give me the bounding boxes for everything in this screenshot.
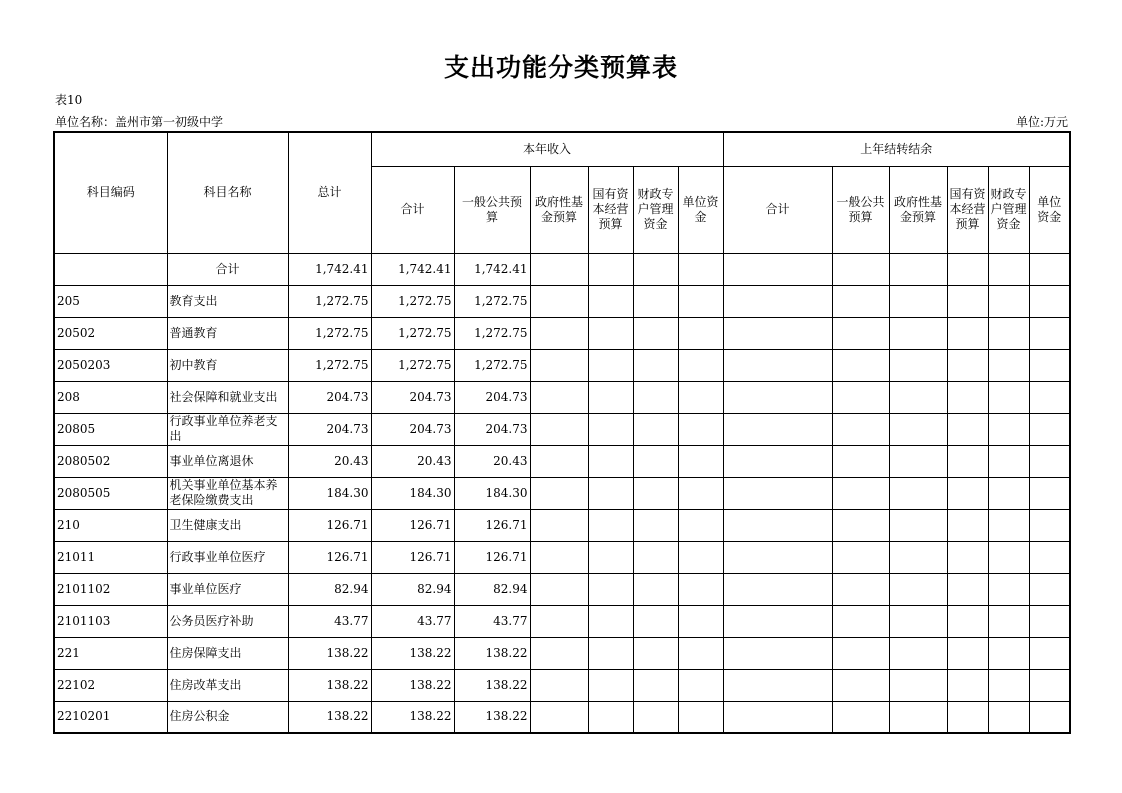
row-cy-unit bbox=[678, 669, 723, 701]
row-py-unit bbox=[1029, 509, 1070, 541]
row-code: 21011 bbox=[54, 541, 167, 573]
row-py-gov-fund bbox=[889, 573, 947, 605]
row-cy-special bbox=[633, 317, 678, 349]
row-code: 2101103 bbox=[54, 605, 167, 637]
row-code: 2080505 bbox=[54, 477, 167, 509]
table-row bbox=[54, 573, 1070, 605]
row-cy-gov-fund bbox=[530, 605, 588, 637]
row-cy-general: 138.22 bbox=[454, 669, 530, 701]
row-py-state-capital bbox=[947, 509, 988, 541]
row-cy-general: 20.43 bbox=[454, 445, 530, 477]
row-py-unit bbox=[1029, 253, 1070, 285]
row-cy-state-capital bbox=[588, 477, 633, 509]
row-code: 2101102 bbox=[54, 573, 167, 605]
row-py-general bbox=[832, 413, 889, 445]
row-cy-special bbox=[633, 509, 678, 541]
row-py-gov-fund bbox=[889, 381, 947, 413]
row-py-general bbox=[832, 253, 889, 285]
row-py-state-capital bbox=[947, 253, 988, 285]
row-py-gov-fund bbox=[889, 285, 947, 317]
row-py-gov-fund bbox=[889, 541, 947, 573]
row-cy-state-capital bbox=[588, 509, 633, 541]
row-py-special bbox=[988, 317, 1029, 349]
row-cy-general: 1,272.75 bbox=[454, 285, 530, 317]
header-code: 科目编码 bbox=[54, 132, 167, 253]
row-py-state-capital bbox=[947, 317, 988, 349]
row-name: 事业单位医疗 bbox=[167, 573, 288, 605]
row-cy-unit bbox=[678, 605, 723, 637]
row-cy-total: 1,742.41 bbox=[371, 253, 454, 285]
row-py-unit bbox=[1029, 541, 1070, 573]
budget-table bbox=[53, 131, 1071, 734]
row-py-total bbox=[723, 637, 832, 669]
row-cy-total: 184.30 bbox=[371, 477, 454, 509]
row-py-gov-fund bbox=[889, 637, 947, 669]
row-cy-gov-fund bbox=[530, 669, 588, 701]
row-cy-state-capital bbox=[588, 541, 633, 573]
row-total: 82.94 bbox=[288, 573, 371, 605]
row-py-unit bbox=[1029, 605, 1070, 637]
row-cy-state-capital bbox=[588, 381, 633, 413]
row-total: 184.30 bbox=[288, 477, 371, 509]
row-total: 126.71 bbox=[288, 509, 371, 541]
row-code: 20805 bbox=[54, 413, 167, 445]
table-row bbox=[54, 669, 1070, 701]
row-cy-gov-fund bbox=[530, 317, 588, 349]
row-cy-gov-fund bbox=[530, 381, 588, 413]
row-py-gov-fund bbox=[889, 509, 947, 541]
row-cy-total: 1,272.75 bbox=[371, 317, 454, 349]
row-code: 2080502 bbox=[54, 445, 167, 477]
row-code: 2210201 bbox=[54, 701, 167, 733]
row-cy-state-capital bbox=[588, 669, 633, 701]
table-row bbox=[54, 637, 1070, 669]
row-py-general bbox=[832, 445, 889, 477]
row-py-unit bbox=[1029, 573, 1070, 605]
row-py-unit bbox=[1029, 477, 1070, 509]
row-py-unit bbox=[1029, 381, 1070, 413]
header-name: 科目名称 bbox=[167, 132, 288, 253]
header-py-state-capital: 国有资本经营预算 bbox=[947, 166, 988, 253]
row-cy-total: 1,272.75 bbox=[371, 285, 454, 317]
row-cy-general: 204.73 bbox=[454, 381, 530, 413]
table-row bbox=[54, 349, 1070, 381]
row-py-special bbox=[988, 573, 1029, 605]
row-cy-special bbox=[633, 285, 678, 317]
row-py-total bbox=[723, 541, 832, 573]
row-total: 204.73 bbox=[288, 381, 371, 413]
table-number: 表10 bbox=[55, 93, 83, 107]
row-py-state-capital bbox=[947, 413, 988, 445]
row-cy-total: 126.71 bbox=[371, 509, 454, 541]
row-cy-general: 1,742.41 bbox=[454, 253, 530, 285]
row-cy-special bbox=[633, 669, 678, 701]
row-cy-state-capital bbox=[588, 253, 633, 285]
row-py-special bbox=[988, 413, 1029, 445]
row-name: 住房保障支出 bbox=[167, 637, 288, 669]
row-cy-unit bbox=[678, 381, 723, 413]
row-py-special bbox=[988, 509, 1029, 541]
row-cy-special bbox=[633, 477, 678, 509]
row-py-unit bbox=[1029, 701, 1070, 733]
row-cy-state-capital bbox=[588, 605, 633, 637]
row-py-total bbox=[723, 413, 832, 445]
row-name: 住房改革支出 bbox=[167, 669, 288, 701]
row-cy-unit bbox=[678, 573, 723, 605]
row-py-gov-fund bbox=[889, 701, 947, 733]
header-cy-gov-fund: 政府性基金预算 bbox=[530, 166, 588, 253]
row-py-state-capital bbox=[947, 701, 988, 733]
row-cy-general: 43.77 bbox=[454, 605, 530, 637]
table-row bbox=[54, 509, 1070, 541]
page-title: 支出功能分类预算表 bbox=[443, 53, 678, 82]
row-name: 普通教育 bbox=[167, 317, 288, 349]
row-py-special bbox=[988, 541, 1029, 573]
row-name: 事业单位离退休 bbox=[167, 445, 288, 477]
row-cy-unit bbox=[678, 317, 723, 349]
row-py-gov-fund bbox=[889, 605, 947, 637]
row-cy-gov-fund bbox=[530, 509, 588, 541]
row-name: 机关事业单位基本养老保险缴费支出 bbox=[167, 477, 288, 509]
row-py-gov-fund bbox=[889, 317, 947, 349]
header-current-year: 本年收入 bbox=[371, 132, 723, 166]
row-cy-gov-fund bbox=[530, 477, 588, 509]
row-cy-state-capital bbox=[588, 573, 633, 605]
row-py-state-capital bbox=[947, 285, 988, 317]
row-cy-unit bbox=[678, 413, 723, 445]
row-cy-unit bbox=[678, 253, 723, 285]
row-code bbox=[54, 253, 167, 285]
row-cy-general: 138.22 bbox=[454, 701, 530, 733]
row-total: 1,272.75 bbox=[288, 285, 371, 317]
table-row bbox=[54, 445, 1070, 477]
row-cy-state-capital bbox=[588, 701, 633, 733]
row-name: 行政事业单位养老支出 bbox=[167, 413, 288, 445]
unit-label: 单位:万元 bbox=[1015, 115, 1068, 129]
row-py-general bbox=[832, 381, 889, 413]
row-cy-state-capital bbox=[588, 317, 633, 349]
row-total: 1,742.41 bbox=[288, 253, 371, 285]
table-row bbox=[54, 413, 1070, 445]
row-py-state-capital bbox=[947, 477, 988, 509]
row-total: 20.43 bbox=[288, 445, 371, 477]
row-name: 公务员医疗补助 bbox=[167, 605, 288, 637]
row-name: 合计 bbox=[167, 253, 288, 285]
row-py-general bbox=[832, 637, 889, 669]
row-py-special bbox=[988, 701, 1029, 733]
row-py-unit bbox=[1029, 285, 1070, 317]
row-cy-total: 43.77 bbox=[371, 605, 454, 637]
row-total: 1,272.75 bbox=[288, 317, 371, 349]
row-py-total bbox=[723, 253, 832, 285]
row-name: 卫生健康支出 bbox=[167, 509, 288, 541]
row-cy-special bbox=[633, 573, 678, 605]
row-cy-unit bbox=[678, 477, 723, 509]
row-cy-state-capital bbox=[588, 445, 633, 477]
row-total: 1,272.75 bbox=[288, 349, 371, 381]
header-py-unit: 单位资金 bbox=[1029, 166, 1070, 253]
row-code: 205 bbox=[54, 285, 167, 317]
row-cy-general: 82.94 bbox=[454, 573, 530, 605]
row-py-total bbox=[723, 285, 832, 317]
row-py-total bbox=[723, 701, 832, 733]
row-cy-special bbox=[633, 413, 678, 445]
row-py-gov-fund bbox=[889, 253, 947, 285]
row-py-general bbox=[832, 573, 889, 605]
row-py-total bbox=[723, 509, 832, 541]
row-cy-general: 126.71 bbox=[454, 509, 530, 541]
row-cy-total: 138.22 bbox=[371, 669, 454, 701]
row-py-state-capital bbox=[947, 669, 988, 701]
row-cy-unit bbox=[678, 541, 723, 573]
row-py-special bbox=[988, 285, 1029, 317]
row-py-special bbox=[988, 669, 1029, 701]
unit-name: 单位名称：盖州市第一初级中学 bbox=[55, 115, 224, 129]
row-py-total bbox=[723, 445, 832, 477]
row-py-state-capital bbox=[947, 445, 988, 477]
row-name: 初中教育 bbox=[167, 349, 288, 381]
row-py-general bbox=[832, 701, 889, 733]
row-py-gov-fund bbox=[889, 669, 947, 701]
row-cy-state-capital bbox=[588, 349, 633, 381]
table-row bbox=[54, 541, 1070, 573]
row-code: 208 bbox=[54, 381, 167, 413]
header-cy-unit: 单位资金 bbox=[678, 166, 723, 253]
row-py-state-capital bbox=[947, 541, 988, 573]
row-cy-unit bbox=[678, 445, 723, 477]
row-py-state-capital bbox=[947, 605, 988, 637]
row-cy-special bbox=[633, 701, 678, 733]
row-code: 22102 bbox=[54, 669, 167, 701]
row-code: 20502 bbox=[54, 317, 167, 349]
header-cy-state-capital: 国有资本经营预算 bbox=[588, 166, 633, 253]
row-name: 行政事业单位医疗 bbox=[167, 541, 288, 573]
row-py-gov-fund bbox=[889, 349, 947, 381]
row-py-total bbox=[723, 605, 832, 637]
row-py-total bbox=[723, 669, 832, 701]
row-cy-unit bbox=[678, 509, 723, 541]
row-name: 教育支出 bbox=[167, 285, 288, 317]
row-py-general bbox=[832, 349, 889, 381]
row-cy-unit bbox=[678, 701, 723, 733]
header-previous-year: 上年结转结余 bbox=[723, 132, 1070, 166]
row-py-general bbox=[832, 317, 889, 349]
table-row bbox=[54, 477, 1070, 509]
row-cy-general: 1,272.75 bbox=[454, 349, 530, 381]
row-py-general bbox=[832, 285, 889, 317]
row-py-state-capital bbox=[947, 637, 988, 669]
row-cy-total: 20.43 bbox=[371, 445, 454, 477]
row-cy-general: 1,272.75 bbox=[454, 317, 530, 349]
row-cy-gov-fund bbox=[530, 285, 588, 317]
row-cy-special bbox=[633, 605, 678, 637]
row-cy-total: 82.94 bbox=[371, 573, 454, 605]
row-cy-special bbox=[633, 381, 678, 413]
row-py-general bbox=[832, 669, 889, 701]
row-py-special bbox=[988, 349, 1029, 381]
row-total: 204.73 bbox=[288, 413, 371, 445]
row-py-special bbox=[988, 605, 1029, 637]
row-py-unit bbox=[1029, 637, 1070, 669]
row-total: 138.22 bbox=[288, 637, 371, 669]
row-py-total bbox=[723, 317, 832, 349]
row-py-special bbox=[988, 477, 1029, 509]
row-total: 138.22 bbox=[288, 701, 371, 733]
header-cy-general: 一般公共预算 bbox=[454, 166, 530, 253]
row-cy-total: 126.71 bbox=[371, 541, 454, 573]
row-cy-special bbox=[633, 253, 678, 285]
row-cy-gov-fund bbox=[530, 573, 588, 605]
row-cy-special bbox=[633, 445, 678, 477]
row-cy-total: 1,272.75 bbox=[371, 349, 454, 381]
row-cy-general: 138.22 bbox=[454, 637, 530, 669]
header-py-general: 一般公共预算 bbox=[832, 166, 889, 253]
row-total: 126.71 bbox=[288, 541, 371, 573]
table-row bbox=[54, 285, 1070, 317]
row-py-special bbox=[988, 381, 1029, 413]
header-cy-total: 合计 bbox=[371, 166, 454, 253]
row-cy-state-capital bbox=[588, 413, 633, 445]
row-py-state-capital bbox=[947, 349, 988, 381]
row-py-total bbox=[723, 381, 832, 413]
header-cy-special: 财政专户管理资金 bbox=[633, 166, 678, 253]
row-py-special bbox=[988, 253, 1029, 285]
table-row bbox=[54, 317, 1070, 349]
row-py-general bbox=[832, 477, 889, 509]
row-py-gov-fund bbox=[889, 413, 947, 445]
row-cy-general: 126.71 bbox=[454, 541, 530, 573]
row-py-general bbox=[832, 541, 889, 573]
row-py-state-capital bbox=[947, 381, 988, 413]
row-py-unit bbox=[1029, 349, 1070, 381]
row-cy-gov-fund bbox=[530, 541, 588, 573]
row-cy-general: 184.30 bbox=[454, 477, 530, 509]
row-cy-special bbox=[633, 349, 678, 381]
row-py-general bbox=[832, 509, 889, 541]
row-name: 社会保障和就业支出 bbox=[167, 381, 288, 413]
row-cy-state-capital bbox=[588, 285, 633, 317]
row-py-special bbox=[988, 445, 1029, 477]
row-code: 210 bbox=[54, 509, 167, 541]
row-cy-unit bbox=[678, 637, 723, 669]
table-row bbox=[54, 605, 1070, 637]
header-total: 总计 bbox=[288, 132, 371, 253]
row-cy-state-capital bbox=[588, 637, 633, 669]
row-cy-gov-fund bbox=[530, 349, 588, 381]
row-total: 138.22 bbox=[288, 669, 371, 701]
row-py-unit bbox=[1029, 669, 1070, 701]
row-cy-gov-fund bbox=[530, 637, 588, 669]
header-py-special: 财政专户管理资金 bbox=[988, 166, 1029, 253]
row-py-total bbox=[723, 349, 832, 381]
row-py-general bbox=[832, 605, 889, 637]
row-py-total bbox=[723, 573, 832, 605]
row-py-state-capital bbox=[947, 573, 988, 605]
row-py-total bbox=[723, 477, 832, 509]
row-cy-total: 204.73 bbox=[371, 413, 454, 445]
row-cy-gov-fund bbox=[530, 445, 588, 477]
row-py-gov-fund bbox=[889, 477, 947, 509]
row-total: 43.77 bbox=[288, 605, 371, 637]
row-cy-special bbox=[633, 637, 678, 669]
header-py-gov-fund: 政府性基金预算 bbox=[889, 166, 947, 253]
row-cy-gov-fund bbox=[530, 701, 588, 733]
row-cy-general: 204.73 bbox=[454, 413, 530, 445]
row-name: 住房公积金 bbox=[167, 701, 288, 733]
row-cy-gov-fund bbox=[530, 413, 588, 445]
row-cy-special bbox=[633, 541, 678, 573]
row-py-unit bbox=[1029, 413, 1070, 445]
table-row bbox=[54, 253, 1070, 285]
table-row bbox=[54, 701, 1070, 733]
row-py-unit bbox=[1029, 445, 1070, 477]
row-code: 221 bbox=[54, 637, 167, 669]
row-cy-total: 204.73 bbox=[371, 381, 454, 413]
row-py-gov-fund bbox=[889, 445, 947, 477]
header-py-total: 合计 bbox=[723, 166, 832, 253]
table-row bbox=[54, 381, 1070, 413]
row-cy-total: 138.22 bbox=[371, 637, 454, 669]
row-cy-unit bbox=[678, 285, 723, 317]
row-code: 2050203 bbox=[54, 349, 167, 381]
row-py-special bbox=[988, 637, 1029, 669]
row-cy-unit bbox=[678, 349, 723, 381]
row-py-unit bbox=[1029, 317, 1070, 349]
row-cy-total: 138.22 bbox=[371, 701, 454, 733]
row-cy-gov-fund bbox=[530, 253, 588, 285]
